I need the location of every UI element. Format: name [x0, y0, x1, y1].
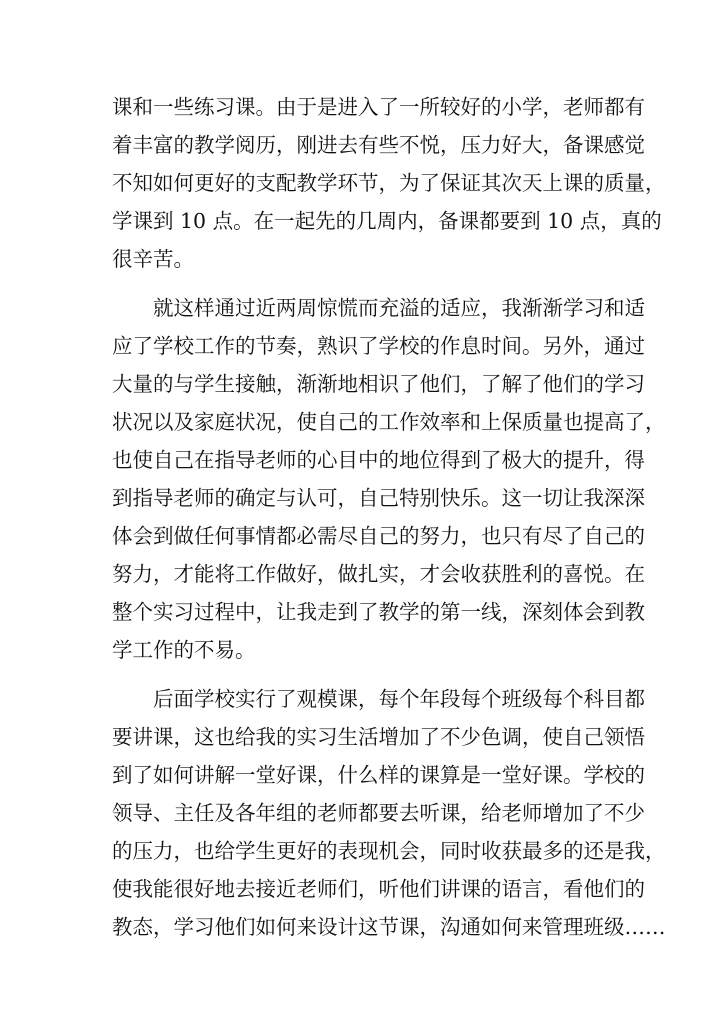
text-line: 教态，学习他们如何来设计这节课，沟通如何来管理班级…… — [112, 915, 666, 939]
text-line: 着丰富的教学阅历，刚进去有些不悦，压力好大，备课感觉 — [112, 133, 645, 157]
text-line: 领导、主任及各年组的老师都要去听课，给老师增加了不少 — [112, 801, 645, 825]
document-page — [112, 88, 666, 946]
text-line: 后面学校实行了观模课，每个年段每个班级每个科目都 — [153, 687, 645, 711]
paragraph-spacer — [112, 669, 608, 680]
paragraph-2 — [112, 289, 666, 669]
text-line: 状况以及家庭状况，使自己的工作效率和上保质量也提高了， — [112, 410, 666, 434]
text-line: 使我能很好地去接近老师们，听他们讲课的语言，看他们的 — [112, 877, 645, 901]
text-line: 学课到 10 点。在一起先的几周内，备课都要到 10 点，真的 — [112, 209, 662, 233]
text-line: 也使自己在指导老师的心目中的地位得到了极大的提升，得 — [112, 448, 645, 472]
text-line: 体会到做任何事情都必需尽自己的努力，也只有尽了自己的 — [112, 524, 645, 548]
text-line: 大量的与学生接触，渐渐地相识了他们，了解了他们的学习 — [112, 372, 645, 396]
paragraph-3 — [112, 680, 666, 946]
text-line: 应了学校工作的节奏，熟识了学校的作息时间。另外，通过 — [112, 334, 645, 358]
text-line: 整个实习过程中，让我走到了教学的第一线，深刻体会到教 — [112, 600, 645, 624]
text-line: 就这样通过近两周惊慌而充溢的适应，我渐渐学习和适 — [153, 296, 645, 320]
text-line: 要讲课，这也给我的实习生活增加了不少色调，使自己领悟 — [112, 725, 645, 749]
text-line: 很辛苦。 — [112, 247, 194, 271]
text-line: 学工作的不易。 — [112, 638, 256, 662]
text-line: 到指导老师的确定与认可，自己特别快乐。这一切让我深深 — [112, 486, 645, 510]
text-line: 努力，才能将工作做好，做扎实，才会收获胜利的喜悦。在 — [112, 562, 645, 586]
text-line: 到了如何讲解一堂好课，什么样的课算是一堂好课。学校的 — [112, 763, 645, 787]
text-line: 课和一些练习课。由于是进入了一所较好的小学，老师都有 — [112, 95, 645, 119]
text-line: 不知如何更好的支配教学环节，为了保证其次天上课的质量， — [112, 171, 666, 195]
paragraph-1 — [112, 88, 666, 278]
paragraph-spacer — [112, 278, 608, 289]
text-line: 的压力，也给学生更好的表现机会，同时收获最多的还是我， — [112, 839, 666, 863]
